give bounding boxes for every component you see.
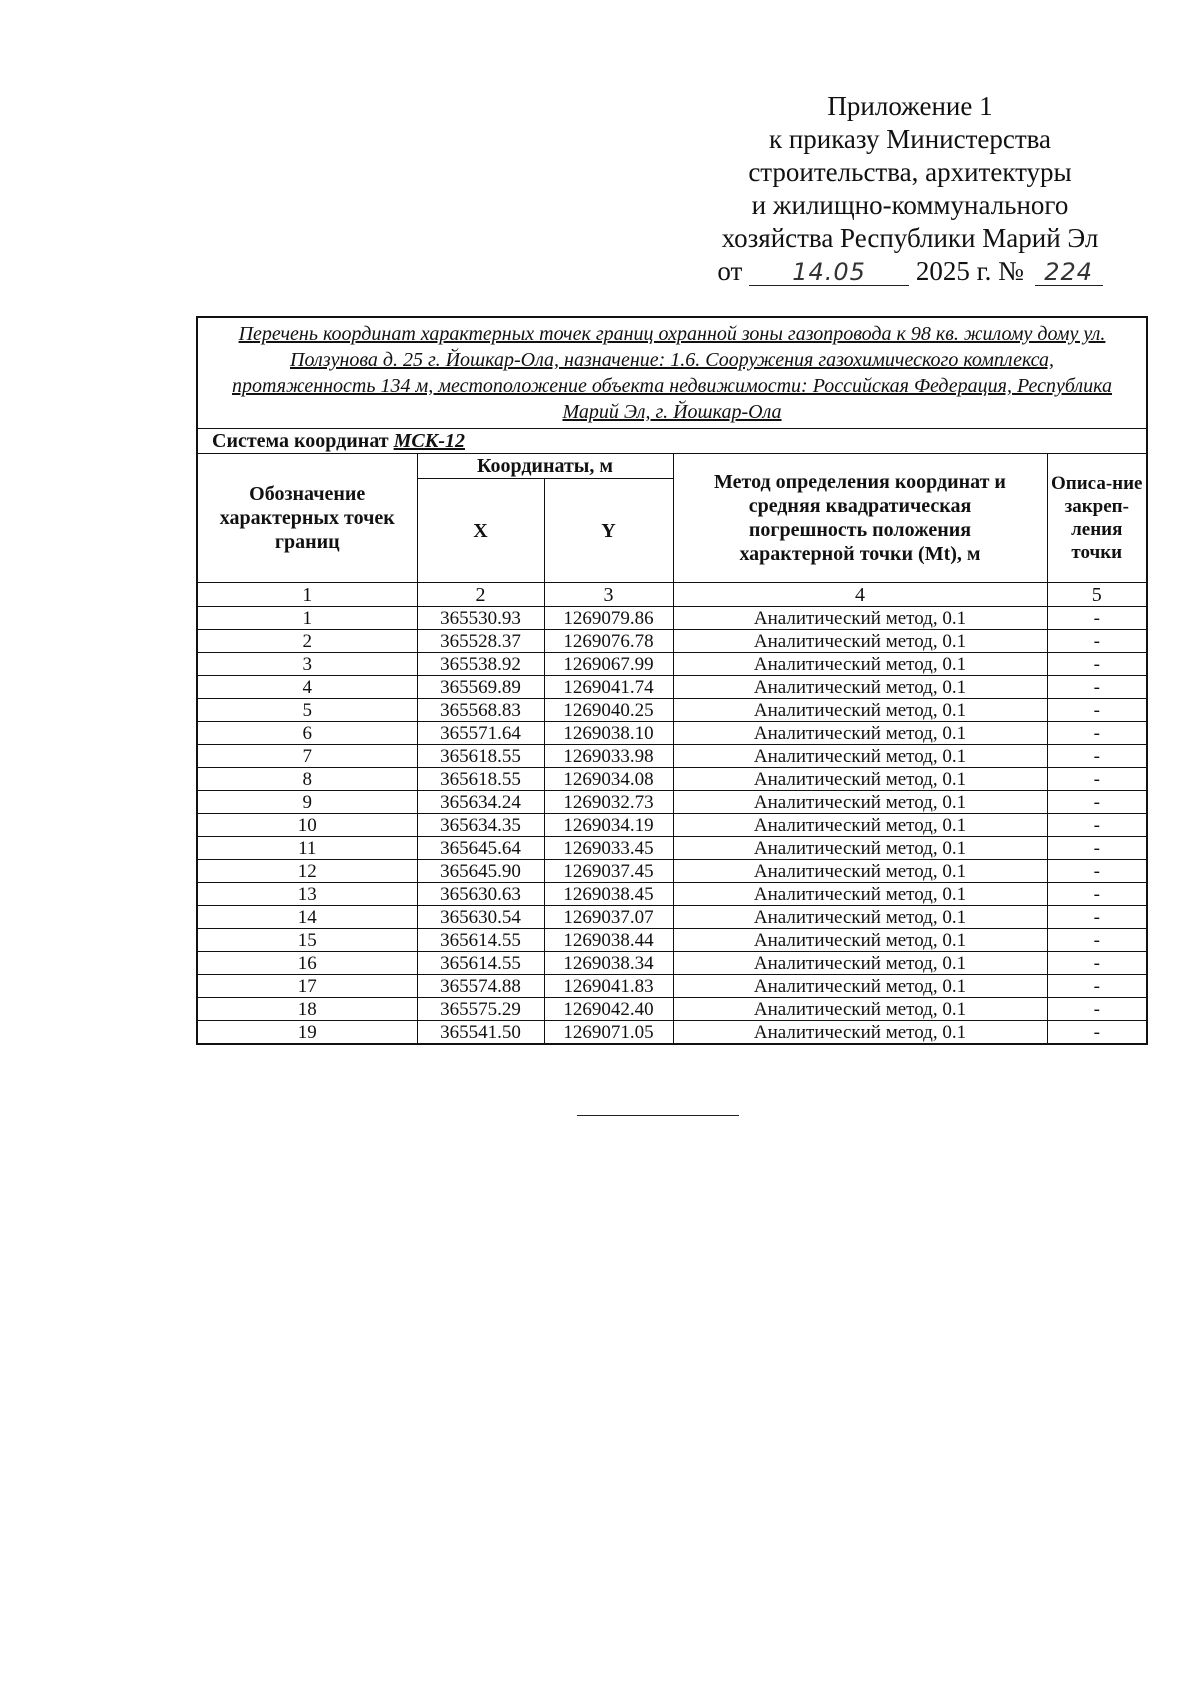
point-description: -	[1047, 791, 1147, 814]
y-coordinate: 1269038.44	[544, 929, 673, 952]
y-coordinate: 1269071.05	[544, 1021, 673, 1045]
table-title-cell	[197, 317, 1147, 429]
method-accuracy: Аналитический метод, 0.1	[673, 676, 1047, 699]
coordinate-system-cell	[197, 429, 1147, 454]
table-row	[197, 906, 1147, 929]
method-accuracy: Аналитический метод, 0.1	[673, 952, 1047, 975]
y-coordinate: 1269038.34	[544, 952, 673, 975]
x-coordinate: 365618.55	[417, 745, 544, 768]
col-header-y: Y	[544, 479, 673, 583]
point-description: -	[1047, 975, 1147, 998]
table-row	[197, 1021, 1147, 1045]
handwritten-date: 14.05	[749, 259, 909, 286]
point-designation: 11	[197, 837, 417, 860]
y-coordinate: 1269041.74	[544, 676, 673, 699]
table-row	[197, 653, 1147, 676]
method-accuracy: Аналитический метод, 0.1	[673, 653, 1047, 676]
x-coordinate: 365528.37	[417, 630, 544, 653]
point-designation: 8	[197, 768, 417, 791]
point-designation: 5	[197, 699, 417, 722]
point-designation: 1	[197, 607, 417, 630]
x-coordinate: 365614.55	[417, 929, 544, 952]
column-number: 4	[673, 583, 1047, 607]
column-number-row	[197, 583, 1147, 607]
point-designation: 18	[197, 998, 417, 1021]
x-coordinate: 365645.64	[417, 837, 544, 860]
method-accuracy: Аналитический метод, 0.1	[673, 975, 1047, 998]
table-row	[197, 630, 1147, 653]
y-coordinate: 1269038.45	[544, 883, 673, 906]
year-number-label: 2025 г. №	[915, 256, 1024, 286]
point-designation: 3	[197, 653, 417, 676]
point-designation: 19	[197, 1021, 417, 1045]
point-description: -	[1047, 1021, 1147, 1045]
point-description: -	[1047, 630, 1147, 653]
method-accuracy: Аналитический метод, 0.1	[673, 791, 1047, 814]
col-header-x: X	[417, 479, 544, 583]
y-coordinate: 1269076.78	[544, 630, 673, 653]
point-description: -	[1047, 929, 1147, 952]
table-row	[197, 860, 1147, 883]
table-row	[197, 791, 1147, 814]
point-description: -	[1047, 814, 1147, 837]
column-number: 5	[1047, 583, 1147, 607]
y-coordinate: 1269033.98	[544, 745, 673, 768]
col-header-coords-group: Координаты, м	[417, 454, 673, 479]
x-coordinate: 365571.64	[417, 722, 544, 745]
point-description: -	[1047, 653, 1147, 676]
point-description: -	[1047, 952, 1147, 975]
method-accuracy: Аналитический метод, 0.1	[673, 630, 1047, 653]
ministry-line-3: хозяйства Республики Марий Эл	[721, 223, 1099, 253]
table-row	[197, 952, 1147, 975]
x-coordinate: 365645.90	[417, 860, 544, 883]
table-row	[197, 883, 1147, 906]
x-coordinate: 365630.54	[417, 906, 544, 929]
x-coordinate: 365569.89	[417, 676, 544, 699]
method-accuracy: Аналитический метод, 0.1	[673, 1021, 1047, 1045]
point-description: -	[1047, 998, 1147, 1021]
point-designation: 15	[197, 929, 417, 952]
method-accuracy: Аналитический метод, 0.1	[673, 998, 1047, 1021]
ministry-line-1: строительства, архитектуры	[748, 157, 1072, 187]
appendix-header	[690, 90, 1130, 288]
point-designation: 4	[197, 676, 417, 699]
y-coordinate: 1269040.25	[544, 699, 673, 722]
appendix-title: Приложение 1	[827, 91, 993, 121]
method-accuracy: Аналитический метод, 0.1	[673, 837, 1047, 860]
table-row	[197, 699, 1147, 722]
table-row	[197, 676, 1147, 699]
point-description: -	[1047, 906, 1147, 929]
table-row	[197, 975, 1147, 998]
column-number: 3	[544, 583, 673, 607]
coordinates-table	[196, 316, 1148, 1045]
col-header-method: Метод определения координат и средняя квадратическая погрешность положения характерной точки (Mt), м	[673, 454, 1047, 583]
point-designation: 12	[197, 860, 417, 883]
x-coordinate: 365568.83	[417, 699, 544, 722]
col-header-description: Описа-ние закреп-ления точки	[1047, 454, 1147, 583]
point-description: -	[1047, 745, 1147, 768]
closing-rule	[577, 1115, 739, 1116]
y-coordinate: 1269041.83	[544, 975, 673, 998]
handwritten-order-number: 224	[1035, 259, 1103, 286]
y-coordinate: 1269038.10	[544, 722, 673, 745]
method-accuracy: Аналитический метод, 0.1	[673, 768, 1047, 791]
method-accuracy: Аналитический метод, 0.1	[673, 722, 1047, 745]
point-description: -	[1047, 837, 1147, 860]
point-description: -	[1047, 607, 1147, 630]
column-number: 2	[417, 583, 544, 607]
y-coordinate: 1269034.08	[544, 768, 673, 791]
column-number: 1	[197, 583, 417, 607]
coordinate-system-name: МСК-12	[393, 430, 465, 452]
point-description: -	[1047, 860, 1147, 883]
point-description: -	[1047, 699, 1147, 722]
table-row	[197, 837, 1147, 860]
x-coordinate: 365630.63	[417, 883, 544, 906]
x-coordinate: 365634.24	[417, 791, 544, 814]
point-description: -	[1047, 722, 1147, 745]
point-designation: 16	[197, 952, 417, 975]
point-designation: 9	[197, 791, 417, 814]
method-accuracy: Аналитический метод, 0.1	[673, 929, 1047, 952]
coordinate-system-label: Система координат	[212, 430, 389, 452]
point-designation: 2	[197, 630, 417, 653]
y-coordinate: 1269034.19	[544, 814, 673, 837]
table-row	[197, 722, 1147, 745]
table-row	[197, 768, 1147, 791]
point-designation: 17	[197, 975, 417, 998]
method-accuracy: Аналитический метод, 0.1	[673, 906, 1047, 929]
point-description: -	[1047, 676, 1147, 699]
table-row	[197, 745, 1147, 768]
x-coordinate: 365618.55	[417, 768, 544, 791]
x-coordinate: 365575.29	[417, 998, 544, 1021]
table-row	[197, 814, 1147, 837]
x-coordinate: 365530.93	[417, 607, 544, 630]
y-coordinate: 1269042.40	[544, 998, 673, 1021]
point-designation: 13	[197, 883, 417, 906]
x-coordinate: 365614.55	[417, 952, 544, 975]
date-prefix: от	[717, 256, 743, 286]
point-designation: 6	[197, 722, 417, 745]
x-coordinate: 365574.88	[417, 975, 544, 998]
point-description: -	[1047, 768, 1147, 791]
y-coordinate: 1269067.99	[544, 653, 673, 676]
point-designation: 14	[197, 906, 417, 929]
point-designation: 10	[197, 814, 417, 837]
y-coordinate: 1269032.73	[544, 791, 673, 814]
x-coordinate: 365634.35	[417, 814, 544, 837]
point-designation: 7	[197, 745, 417, 768]
method-accuracy: Аналитический метод, 0.1	[673, 883, 1047, 906]
y-coordinate: 1269033.45	[544, 837, 673, 860]
x-coordinate: 365541.50	[417, 1021, 544, 1045]
method-accuracy: Аналитический метод, 0.1	[673, 860, 1047, 883]
y-coordinate: 1269037.45	[544, 860, 673, 883]
order-date-line	[690, 255, 1130, 288]
order-ref-line: к приказу Министерства	[768, 124, 1052, 154]
table-row	[197, 607, 1147, 630]
table-title: Перечень координат характерных точек границ охранной зоны газопровода к 98 кв. жилому дому ул. Ползунова д. 25 г. Йошкар-Ола, назначение: 1.6. Сооружения газохимического комплекса, протяженность 134 м, местоположение объекта недвижимости: Российская Федерация, Республика Марий Эл, г. Йошкар-Ола	[232, 323, 1112, 423]
col-header-designation: Обозначение характерных точек границ	[197, 454, 417, 583]
point-description: -	[1047, 883, 1147, 906]
method-accuracy: Аналитический метод, 0.1	[673, 607, 1047, 630]
table-row	[197, 929, 1147, 952]
ministry-line-2: и жилищно-коммунального	[751, 190, 1069, 220]
method-accuracy: Аналитический метод, 0.1	[673, 814, 1047, 837]
method-accuracy: Аналитический метод, 0.1	[673, 745, 1047, 768]
y-coordinate: 1269037.07	[544, 906, 673, 929]
table-row	[197, 998, 1147, 1021]
x-coordinate: 365538.92	[417, 653, 544, 676]
y-coordinate: 1269079.86	[544, 607, 673, 630]
method-accuracy: Аналитический метод, 0.1	[673, 699, 1047, 722]
